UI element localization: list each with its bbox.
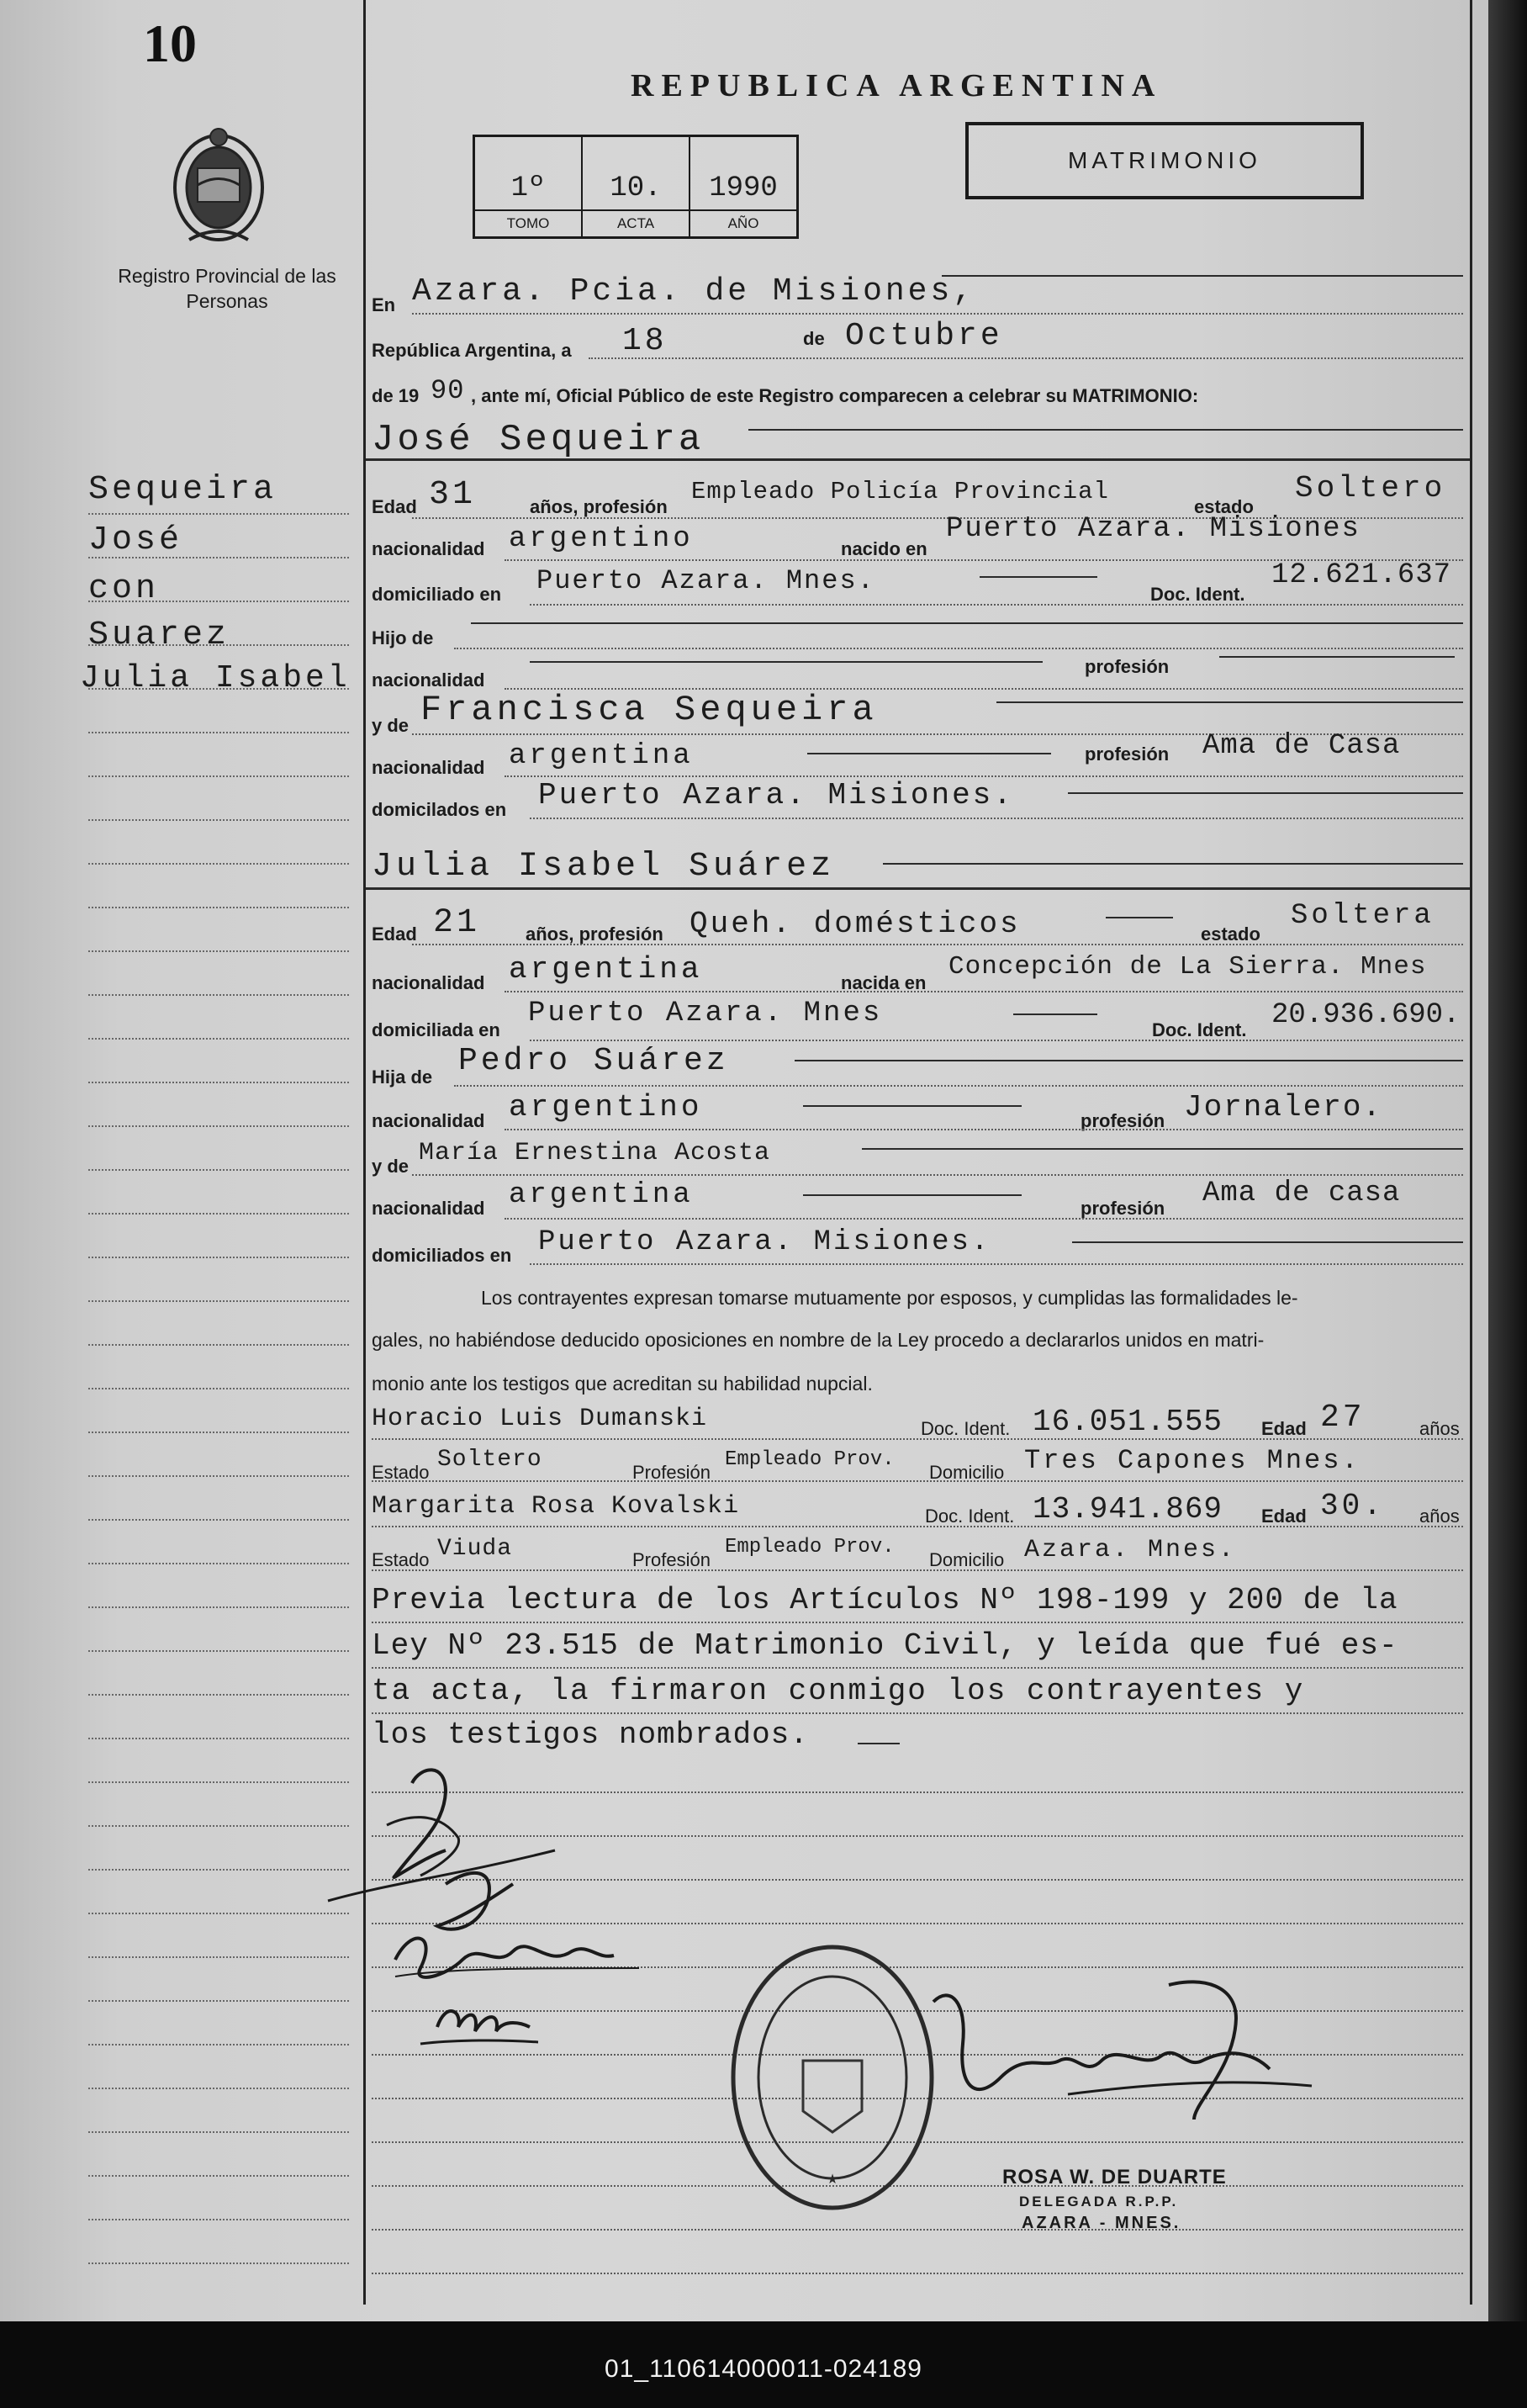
anio-suffix-value: 90 xyxy=(431,375,465,406)
en-label: En xyxy=(372,294,396,315)
c1-edad: 31 xyxy=(429,476,477,514)
margin-note-line-1: Sequeira xyxy=(88,471,277,509)
t1-profesion: Empleado Prov. xyxy=(725,1448,895,1471)
c2-edad-label: Edad xyxy=(372,924,417,945)
margin-rule xyxy=(88,994,349,996)
c2-estado-label: estado xyxy=(1201,924,1260,945)
margin-rule xyxy=(88,1257,349,1258)
c2-nac-madre: argentina xyxy=(509,1179,694,1211)
margin-rule xyxy=(88,2131,349,2133)
c1-doc-label: Doc. Ident. xyxy=(1150,584,1245,605)
declaracion-line-3: monio ante los testigos que acreditan su habilidad nupcial. xyxy=(372,1373,873,1395)
official-seal-stamp xyxy=(723,1934,942,2229)
c1-dom-padres: Puerto Azara. Misiones. xyxy=(538,778,1014,812)
c1-edad-label: Edad xyxy=(372,496,417,517)
margin-rule xyxy=(88,1432,349,1433)
matrimonio-label: MATRIMONIO xyxy=(1068,147,1261,173)
tomo-cell xyxy=(475,137,583,236)
margin-rule xyxy=(88,601,349,602)
rule xyxy=(530,1263,1463,1265)
acta-label: ACTA xyxy=(583,209,689,236)
lugar-value: Azara. Pcia. de Misiones, xyxy=(412,273,976,310)
republica-title: REPUBLICA ARGENTINA xyxy=(631,68,1163,103)
c1-prof-madre: Ama de Casa xyxy=(1202,730,1401,762)
c2-hija-label: Hija de xyxy=(372,1066,433,1088)
anio-value: 1990 xyxy=(709,172,778,204)
margin-rule xyxy=(88,1606,349,1608)
c1-yde-label: y de xyxy=(372,715,409,736)
margin-rule xyxy=(88,688,349,690)
rule xyxy=(530,604,1463,606)
t2-nombre: Margarita Rosa Kovalski xyxy=(372,1492,740,1521)
rule xyxy=(505,1129,1463,1130)
t1-edad: 27 xyxy=(1320,1400,1366,1436)
c2-nacionalidad: argentina xyxy=(509,952,703,987)
t1-domicilio: Tres Capones Mnes. xyxy=(1024,1445,1361,1476)
rule xyxy=(372,1438,1463,1440)
margin-note-line-4: Suarez xyxy=(88,617,230,654)
t2-doc: 13.941.869 xyxy=(1033,1492,1223,1527)
t1-estado-label: Estado xyxy=(372,1462,430,1483)
oficial-signature xyxy=(917,1968,1337,2187)
rule xyxy=(372,1667,1463,1669)
margin-rule xyxy=(88,1781,349,1783)
t2-profesion: Empleado Prov. xyxy=(725,1536,895,1559)
c2-anios-label: años, profesión xyxy=(526,924,663,945)
rule xyxy=(372,1569,1463,1571)
margin-rule xyxy=(88,950,349,952)
nota-line-3: ta acta, la firmaron conmigo los contrayentes y xyxy=(372,1674,1305,1708)
oficial-cargo: DELEGADA R.P.P. xyxy=(1019,2194,1179,2210)
margin-rule xyxy=(88,1519,349,1521)
c2-domicilio: Puerto Azara. Mnes xyxy=(528,998,883,1029)
rule xyxy=(1072,1241,1463,1243)
t2-domicilio: Azara. Mnes. xyxy=(1024,1536,1237,1564)
margin-rule xyxy=(88,1738,349,1739)
c2-profp-label: profesión xyxy=(1081,1110,1165,1131)
acta-header-table xyxy=(473,135,799,239)
c1-anios-label: años, profesión xyxy=(530,496,668,517)
svg-text:★: ★ xyxy=(826,2172,839,2187)
c1-domp-label: domicilados en xyxy=(372,799,507,820)
contrayente2-nombre: Julia Isabel Suárez xyxy=(372,848,836,886)
c2-profesion: Queh. domésticos xyxy=(690,907,1021,941)
margin-rule xyxy=(88,1038,349,1040)
margin-rule xyxy=(88,1563,349,1564)
t1-estado: Soltero xyxy=(437,1447,542,1473)
c1-profm-label: profesión xyxy=(1085,744,1170,765)
margin-rule xyxy=(88,2219,349,2220)
c2-dom-label: domiciliada en xyxy=(372,1019,500,1040)
c1-madre: Francisca Sequeira xyxy=(420,690,878,730)
margin-rule xyxy=(88,907,349,908)
margin-rule xyxy=(88,775,349,777)
margin-note-line-2: José xyxy=(88,521,183,559)
c2-estado: Soltera xyxy=(1291,900,1435,932)
margin-rule xyxy=(88,1344,349,1346)
rule xyxy=(366,887,1470,890)
margin-rule xyxy=(88,1825,349,1827)
rule xyxy=(412,944,1463,945)
matrimonio-box xyxy=(965,122,1364,199)
c2-nacp-label: nacionalidad xyxy=(372,1110,485,1131)
margin-rule xyxy=(88,1125,349,1127)
c1-nacionalidad: argentino xyxy=(509,523,694,555)
rule xyxy=(980,576,1097,578)
rule xyxy=(996,701,1463,703)
c2-nac-label: nacionalidad xyxy=(372,972,485,993)
c2-madre: María Ernestina Acosta xyxy=(419,1139,771,1167)
mes-value: Octubre xyxy=(845,318,1003,354)
rule xyxy=(858,1743,900,1744)
nota-line-1: Previa lectura de los Artículos Nº 198-199 y 200 de la xyxy=(372,1583,1398,1617)
t2-estado: Viuda xyxy=(437,1536,513,1562)
rule xyxy=(372,1622,1463,1623)
t2-doc-label: Doc. Ident. xyxy=(925,1506,1015,1527)
margin-rule xyxy=(88,1475,349,1477)
c2-profm-label: profesión xyxy=(1081,1198,1165,1219)
t1-prof-label: Profesión xyxy=(632,1462,711,1483)
page-edge-shadow xyxy=(1488,0,1527,2321)
c2-nac-padre: argentino xyxy=(509,1090,703,1125)
anio-label: AÑO xyxy=(690,209,796,236)
rule xyxy=(530,1040,1463,1041)
tomo-value: 1º xyxy=(510,172,546,204)
t2-prof-label: Profesión xyxy=(632,1549,711,1570)
rule xyxy=(372,1526,1463,1527)
page-number: 10 xyxy=(143,13,197,73)
tomo-label: TOMO xyxy=(475,209,581,236)
margin-note-line-5: Julia Isabel xyxy=(80,660,351,696)
registro-label: Registro Provincial de las Personas xyxy=(118,265,336,312)
margin-rule xyxy=(88,557,349,558)
margin-rule xyxy=(88,863,349,865)
c2-nacida-label: nacida en xyxy=(841,972,927,993)
nota-line-2: Ley Nº 23.515 de Matrimonio Civil, y leída que fué es- xyxy=(372,1628,1398,1663)
rule xyxy=(505,991,1463,992)
oficial-lugar: AZARA - MNES. xyxy=(1022,2214,1181,2232)
rule xyxy=(1106,917,1173,918)
rule xyxy=(803,1105,1022,1107)
c2-doc-label: Doc. Ident. xyxy=(1152,1019,1247,1040)
de-label: de xyxy=(803,328,825,349)
acta-value: 10. xyxy=(610,172,662,204)
c1-nac-label: nacionalidad xyxy=(372,538,485,559)
margin-rule xyxy=(88,1650,349,1652)
c2-domp-label: domiciliados en xyxy=(372,1245,512,1266)
c1-nacido-en: Puerto Azara. Misiones xyxy=(946,513,1361,545)
rule xyxy=(807,753,1051,754)
margin-rule xyxy=(88,1869,349,1871)
right-column-rule xyxy=(1470,0,1472,2305)
margin-rule xyxy=(88,1913,349,1914)
rule xyxy=(803,1194,1022,1196)
c2-edad: 21 xyxy=(433,904,481,942)
anio-cell xyxy=(690,137,796,236)
rule xyxy=(372,1712,1463,1714)
t2-estado-label: Estado xyxy=(372,1549,430,1570)
rule xyxy=(862,1148,1463,1150)
margin-rule xyxy=(88,1300,349,1302)
margin-rule xyxy=(88,732,349,733)
c2-nacm-label: nacionalidad xyxy=(372,1198,485,1219)
c2-prof-madre: Ama de casa xyxy=(1202,1178,1401,1209)
rule xyxy=(589,357,1463,359)
rule xyxy=(454,648,1463,649)
margin-rule xyxy=(88,644,349,646)
margin-rule xyxy=(88,2044,349,2045)
c2-nacida-en: Concepción de La Sierra. Mnes xyxy=(948,952,1427,982)
c1-nacm-label: nacionalidad xyxy=(372,757,485,778)
c1-nac-madre: argentina xyxy=(509,740,694,772)
c1-hijo-label: Hijo de xyxy=(372,627,434,648)
c2-dom-padres: Puerto Azara. Misiones. xyxy=(538,1226,991,1258)
coat-of-arms-emblem xyxy=(164,122,273,248)
c1-nacp-label: nacionalidad xyxy=(372,669,485,691)
rule xyxy=(1013,1013,1097,1015)
dia-value: 18 xyxy=(622,323,668,359)
margin-rule xyxy=(88,2175,349,2177)
c1-profp-label: profesión xyxy=(1085,656,1170,677)
comparecen-text: , ante mí, Oficial Público de este Registro comparecen a celebrar su MATRIMONIO: xyxy=(471,385,1199,406)
c1-estado: Soltero xyxy=(1295,471,1446,505)
t1-nombre: Horacio Luis Dumanski xyxy=(372,1405,708,1433)
c2-doc: 20.936.690. xyxy=(1271,999,1461,1031)
c1-dom-label: domiciliado en xyxy=(372,584,502,605)
rule xyxy=(530,661,1043,663)
t2-anios: años xyxy=(1419,1506,1460,1527)
rule xyxy=(530,818,1463,819)
c1-nacido-label: nacido en xyxy=(841,538,927,559)
margin-rule xyxy=(88,1388,349,1389)
c1-profesion: Empleado Policía Provincial xyxy=(691,478,1109,505)
oficial-nombre: ROSA W. DE DUARTE xyxy=(1002,2166,1227,2188)
declaracion-line-1: Los contrayentes expresan tomarse mutuamente por esposos, y cumplidas las formalidades le- xyxy=(481,1287,1298,1309)
rule xyxy=(795,1060,1463,1061)
rule xyxy=(412,1174,1463,1176)
signature-rule xyxy=(372,2229,1463,2231)
margin-rule xyxy=(88,1694,349,1696)
rule xyxy=(454,1085,1463,1087)
margin-note-line-3: con xyxy=(88,570,160,608)
rule xyxy=(372,1480,1463,1482)
rule xyxy=(412,313,1463,315)
c2-yde-label: y de xyxy=(372,1156,409,1177)
c1-doc: 12.621.637 xyxy=(1271,559,1452,591)
nota-line-4: los testigos nombrados. xyxy=(372,1717,809,1752)
rule xyxy=(1068,792,1463,794)
margin-rule xyxy=(88,2088,349,2089)
t1-doc-label: Doc. Ident. xyxy=(921,1418,1011,1439)
declaracion-line-2: gales, no habiéndose deducido oposiciones en nombre de la Ley procedo a declararlos unidos en matri- xyxy=(372,1329,1265,1351)
rule xyxy=(505,775,1463,777)
rule xyxy=(505,1218,1463,1220)
anio-prefix-label: de 19 xyxy=(372,385,420,406)
signature-rule xyxy=(372,2273,1463,2274)
margin-rule xyxy=(88,819,349,821)
t2-dom-label: Domicilio xyxy=(929,1549,1005,1570)
c2-padre: Pedro Suárez xyxy=(458,1043,729,1079)
contrayente1-nombre: José Sequeira xyxy=(372,419,705,461)
c1-domicilio: Puerto Azara. Mnes. xyxy=(536,565,875,596)
t1-edad-label: Edad xyxy=(1261,1418,1307,1439)
t2-edad: 30. xyxy=(1320,1489,1385,1523)
margin-rule xyxy=(88,513,349,515)
image-caption: 01_110614000011-024189 xyxy=(605,2355,922,2383)
rule xyxy=(1219,656,1455,658)
margin-rule xyxy=(88,2000,349,2002)
t1-anios: años xyxy=(1419,1418,1460,1439)
rule xyxy=(366,458,1470,461)
c2-prof-padre: Jornalero. xyxy=(1184,1090,1383,1125)
t2-edad-label: Edad xyxy=(1261,1506,1307,1527)
margin-rule xyxy=(88,1213,349,1215)
margin-rule xyxy=(88,1956,349,1958)
margin-rule xyxy=(88,1169,349,1171)
rule xyxy=(748,429,1463,431)
c1-estado-label: estado xyxy=(1194,496,1254,517)
contrayente-signatures xyxy=(320,1758,673,2077)
margin-rule xyxy=(88,2262,349,2264)
republica-a-label: República Argentina, a xyxy=(372,340,572,361)
margin-rule xyxy=(88,1082,349,1083)
rule xyxy=(942,275,1463,277)
t1-dom-label: Domicilio xyxy=(929,1462,1005,1483)
acta-cell xyxy=(583,137,690,236)
rule xyxy=(883,863,1463,865)
t1-doc: 16.051.555 xyxy=(1033,1405,1223,1439)
rule xyxy=(471,622,1463,624)
